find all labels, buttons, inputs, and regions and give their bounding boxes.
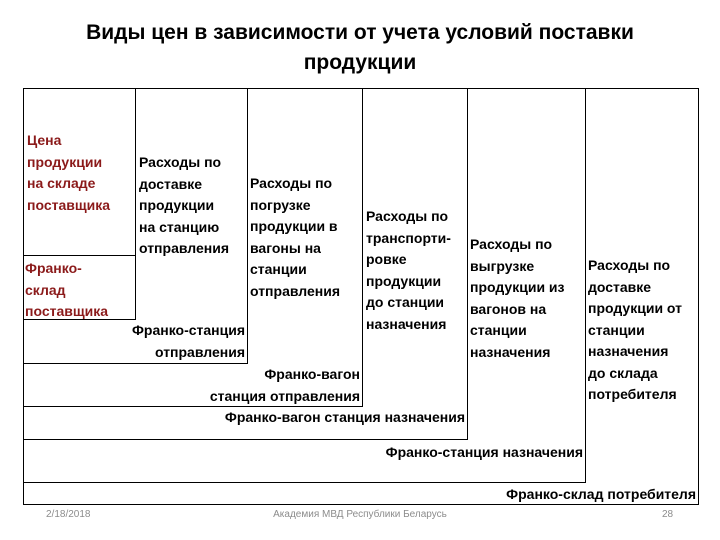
divider-row-1 <box>23 255 136 256</box>
divider-col-3-4 <box>362 88 363 407</box>
cell-loading-into-wagons: Расходы по погрузке продукции в вагоны на станции отправления <box>250 175 341 299</box>
divider-col-2-3 <box>247 88 248 364</box>
term-franko-wagon-departure-station: Франко-вагон станция отправления <box>209 366 360 404</box>
footer-date: 2/18/2018 <box>46 509 91 520</box>
divider-col-1-2 <box>135 88 136 319</box>
divider-row-6 <box>23 482 586 483</box>
term-franko-wagon-destination-station: Франко-вагон станция назначения <box>224 409 465 425</box>
cell-transportation-to-destination: Расходы по транспорти- ровке продукции до станции назначения <box>366 208 451 332</box>
table-border-right <box>698 88 699 505</box>
cell-unloading-from-wagons: Расходы по выгрузке продукции из вагонов на станции назначения <box>470 236 565 360</box>
term-franko-departure-station: Франко-станция отправления <box>131 322 245 360</box>
footer-page-number: 28 <box>662 509 674 520</box>
slide-title-line-2: продукции <box>303 51 417 74</box>
divider-col-5-6 <box>585 88 586 483</box>
cell-delivery-to-departure-station: Расходы по доставке продукции на станцию отправления <box>139 154 230 256</box>
term-franko-destination-station: Франко-станция назначения <box>385 444 583 460</box>
cell-delivery-to-consumer-warehouse: Расходы по доставке продукции от станции назначения до склада потребителя <box>588 257 682 402</box>
divider-row-5 <box>23 439 468 440</box>
footer-organization: Академия МВД Республики Беларусь <box>273 509 447 520</box>
cell-supplier-warehouse-price: Цена продукции на складе поставщика <box>27 132 111 213</box>
term-franko-consumer-warehouse: Франко-склад потребителя <box>506 486 696 502</box>
slide-title-line-1: Виды цен в зависимости от учета условий поставки <box>86 21 634 44</box>
term-franko-supplier-warehouse: Франко- склад поставщика <box>25 260 109 319</box>
table-border-left <box>23 88 24 505</box>
table-border-top <box>23 88 699 89</box>
divider-col-4-5 <box>467 88 468 440</box>
